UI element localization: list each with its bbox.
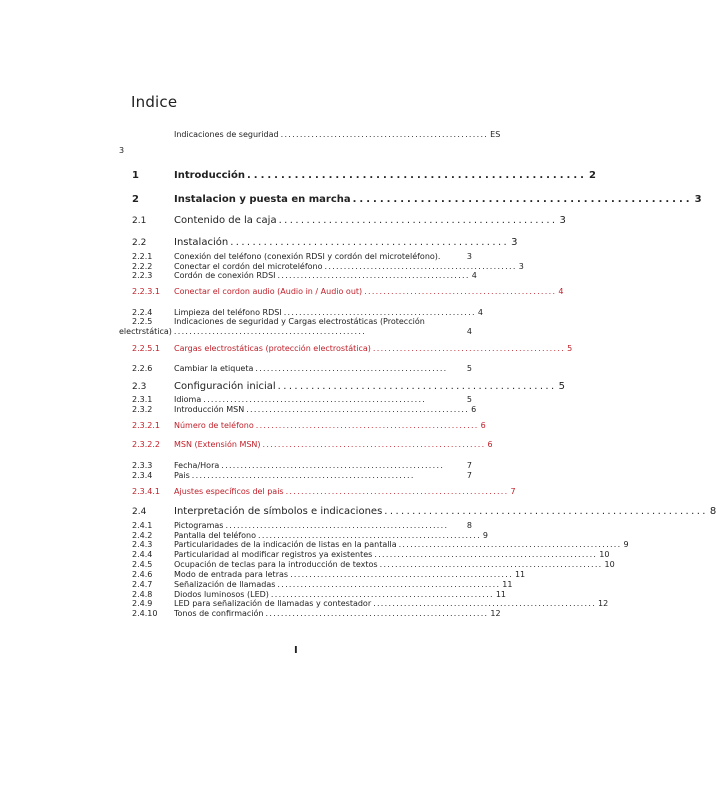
toc-number: 2.3.2 — [132, 405, 153, 414]
toc-title: Tonos de confirmación — [174, 609, 264, 618]
toc-title: Particularidades de la indicación de listas en la pantalla — [174, 540, 397, 549]
toc-number: 2.4.2 — [132, 531, 153, 540]
toc-number: 2 — [132, 194, 139, 205]
toc-leader: .......................................................... — [191, 471, 415, 480]
toc-number: 2.3.3 — [132, 461, 153, 470]
toc-number: 2.2.3 — [132, 271, 153, 280]
toc-number: 2.3.4.1 — [132, 487, 160, 496]
toc-title: Conectar el cordón del microteléfono — [174, 262, 323, 271]
toc-number: 2.3.2.2 — [132, 440, 160, 449]
toc-page: 12 — [598, 599, 609, 608]
toc-leader: .................................................. — [230, 237, 510, 248]
toc-number: 2.1 — [132, 216, 147, 226]
toc-leader: .......................................................... — [398, 540, 622, 549]
toc-title: MSN (Extensión MSN) — [174, 440, 261, 449]
toc-title: Instalación — [174, 237, 229, 248]
toc-number: 1 — [132, 170, 139, 181]
toc-title: Instalacion y puesta en marcha — [174, 194, 351, 205]
toc-leader: .................................................. — [255, 364, 448, 373]
toc-title: Fecha/Hora — [174, 461, 220, 470]
toc-title: LED para señalización de llamadas y contestador — [174, 599, 372, 608]
toc-number: 2.3 — [132, 382, 147, 392]
toc-number: 2.2.2 — [132, 262, 153, 271]
toc-leader: .......................................................... — [379, 560, 603, 569]
toc-leader: .......................................................... — [384, 506, 708, 517]
toc-page: 12 — [490, 609, 501, 618]
toc-title: Modo de entrada para letras — [174, 570, 289, 579]
toc-number: 2.3.2.1 — [132, 421, 160, 430]
toc-page: 11 — [502, 580, 513, 589]
toc-page: 9 — [482, 531, 489, 540]
toc-title: Conectar el cordon audio (Audio in / Audio out) — [174, 287, 363, 296]
toc-leader: .......................................................... — [262, 440, 486, 449]
toc-leader: .................................................. — [277, 381, 557, 392]
toc-number: 2.4.9 — [132, 599, 153, 608]
toc-number: 2.2.1 — [132, 252, 153, 261]
toc-page: 3 — [518, 262, 524, 271]
toc-leader: .................................................. — [364, 287, 557, 296]
toc-title: Indicaciones de seguridad y Cargas electrostáticas (Protección — [174, 317, 425, 326]
toc-page: 3 — [694, 194, 702, 205]
toc-page: 7 — [510, 487, 516, 496]
toc-title: Idioma — [174, 395, 202, 404]
toc-page: 5 — [466, 364, 472, 373]
toc-title: Ocupación de teclas para la introducción de textos — [174, 560, 378, 569]
toc-title: Pictogramas — [174, 521, 224, 530]
toc-title: Configuración inicial — [174, 381, 276, 392]
toc-page: 6 — [487, 440, 493, 449]
toc-page: 6 — [471, 405, 477, 414]
toc-leader: .......................................................... — [255, 421, 479, 430]
toc-number: 2.4.5 — [132, 560, 153, 569]
toc-leader: .......................................................... — [265, 609, 489, 618]
toc-page: 7 — [466, 461, 472, 470]
toc-number: 2.2 — [132, 238, 147, 248]
toc-page: 4 — [471, 271, 477, 280]
toc-leader: .................................................. — [173, 327, 367, 336]
toc-leader: .......................................................... — [225, 521, 449, 530]
toc-page: 3 — [511, 237, 518, 248]
toc-page: 3 — [466, 252, 472, 261]
toc-continuation-text: 3 — [119, 146, 125, 155]
toc-leader: .......................................................... — [203, 395, 427, 404]
toc-title: Conexión del teléfono (conexión RDSI y cordón del microteléfono). — [174, 252, 441, 261]
toc-page: 11 — [495, 590, 507, 599]
toc-number: 2.4.8 — [132, 590, 153, 599]
toc-title: Interpretación de símbolos e indicaciones — [174, 506, 383, 517]
toc-page: 4 — [477, 308, 483, 317]
toc-page: 5 — [567, 344, 573, 353]
toc-title: Introducción — [174, 170, 245, 181]
toc-number: 2.2.6 — [132, 364, 153, 373]
toc-page: 11 — [514, 570, 526, 579]
toc-number: 2.4 — [132, 507, 147, 517]
toc-page: 10 — [599, 550, 610, 559]
toc-title: Cordón de conexión RDSI — [174, 271, 276, 280]
toc-leader: .................................................. — [278, 215, 558, 226]
toc-page: 6 — [480, 421, 486, 430]
toc-leader: .................................................. — [372, 344, 566, 353]
toc-page: 9 — [623, 540, 629, 549]
toc-number: 2.3.4 — [132, 471, 153, 480]
toc-number: 2.4.3 — [132, 540, 153, 549]
toc-page: 5 — [466, 395, 472, 404]
toc-number: 2.4.4 — [132, 550, 153, 559]
toc-number: 2.4.6 — [132, 570, 153, 579]
toc-page: 7 — [466, 471, 472, 480]
toc-page: 3 — [559, 215, 566, 226]
toc-title: Cambiar la etiqueta — [174, 364, 254, 373]
toc-page: 4 — [466, 327, 472, 336]
toc-title: Indicaciones de seguridad — [174, 130, 279, 139]
toc-number: 2.2.5 — [132, 317, 153, 326]
toc-page: ES — [490, 130, 501, 139]
page-number: I — [294, 645, 298, 656]
toc-page: 8 — [709, 506, 716, 517]
toc-title: Señalización de llamadas — [174, 580, 276, 589]
toc-number: 2.4.7 — [132, 580, 153, 589]
toc-number: 2.3.1 — [132, 395, 153, 404]
toc-number: 2.2.4 — [132, 308, 153, 317]
toc-leader: .......................................................... — [221, 461, 445, 470]
toc-number: 2.4.10 — [132, 609, 158, 618]
toc-title: Pais — [174, 471, 190, 480]
toc-page: 2 — [588, 170, 596, 181]
toc-page: 5 — [558, 381, 565, 392]
toc-number: 2.2.5.1 — [132, 344, 160, 353]
toc-page: 8 — [466, 521, 472, 530]
toc-title: Contenido de la caja — [174, 215, 277, 226]
toc-title: Ajustes específicos del pais — [174, 487, 284, 496]
toc-title: Diodos luminosos (LED) — [174, 590, 269, 599]
toc-leader: .......................................................... — [290, 570, 513, 579]
toc-number: 2.2.3.1 — [132, 287, 160, 296]
toc-leader: ...................................................... — [280, 130, 489, 139]
toc-title: Cargas electrostáticas (protección electrostática) — [174, 344, 371, 353]
toc-title: Pantalla del teléfono — [174, 531, 257, 540]
toc-leader: .......................................................... — [258, 531, 481, 540]
toc-continuation-text: electrstática) — [119, 327, 172, 336]
toc-title: Limpieza del teléfono RDSI — [174, 308, 282, 317]
toc-page: 4 — [558, 287, 564, 296]
toc-title: Particularidad al modificar registros ya existentes — [174, 550, 373, 559]
toc-leader: .......................................................... — [246, 405, 470, 414]
toc-leader: .......................................................... — [374, 550, 598, 559]
toc-page: 10 — [604, 560, 615, 569]
toc-title: Introducción MSN — [174, 405, 245, 414]
toc-leader: .................................................. — [324, 262, 517, 271]
toc-leader: .................................................. — [352, 194, 693, 205]
toc-title: Número de teléfono — [174, 421, 254, 430]
toc-leader: .................................................. — [246, 170, 587, 181]
toc-leader: .................................................. — [283, 308, 476, 317]
page-title: Indice — [131, 93, 178, 111]
toc-leader: .......................................................... — [270, 590, 494, 599]
toc-leader: .......................................................... — [373, 599, 597, 608]
toc-number: 2.4.1 — [132, 521, 153, 530]
toc-leader: .................................................. — [277, 271, 470, 280]
toc-leader: .......................................................... — [285, 487, 509, 496]
toc-leader: .......................................................... — [277, 580, 501, 589]
